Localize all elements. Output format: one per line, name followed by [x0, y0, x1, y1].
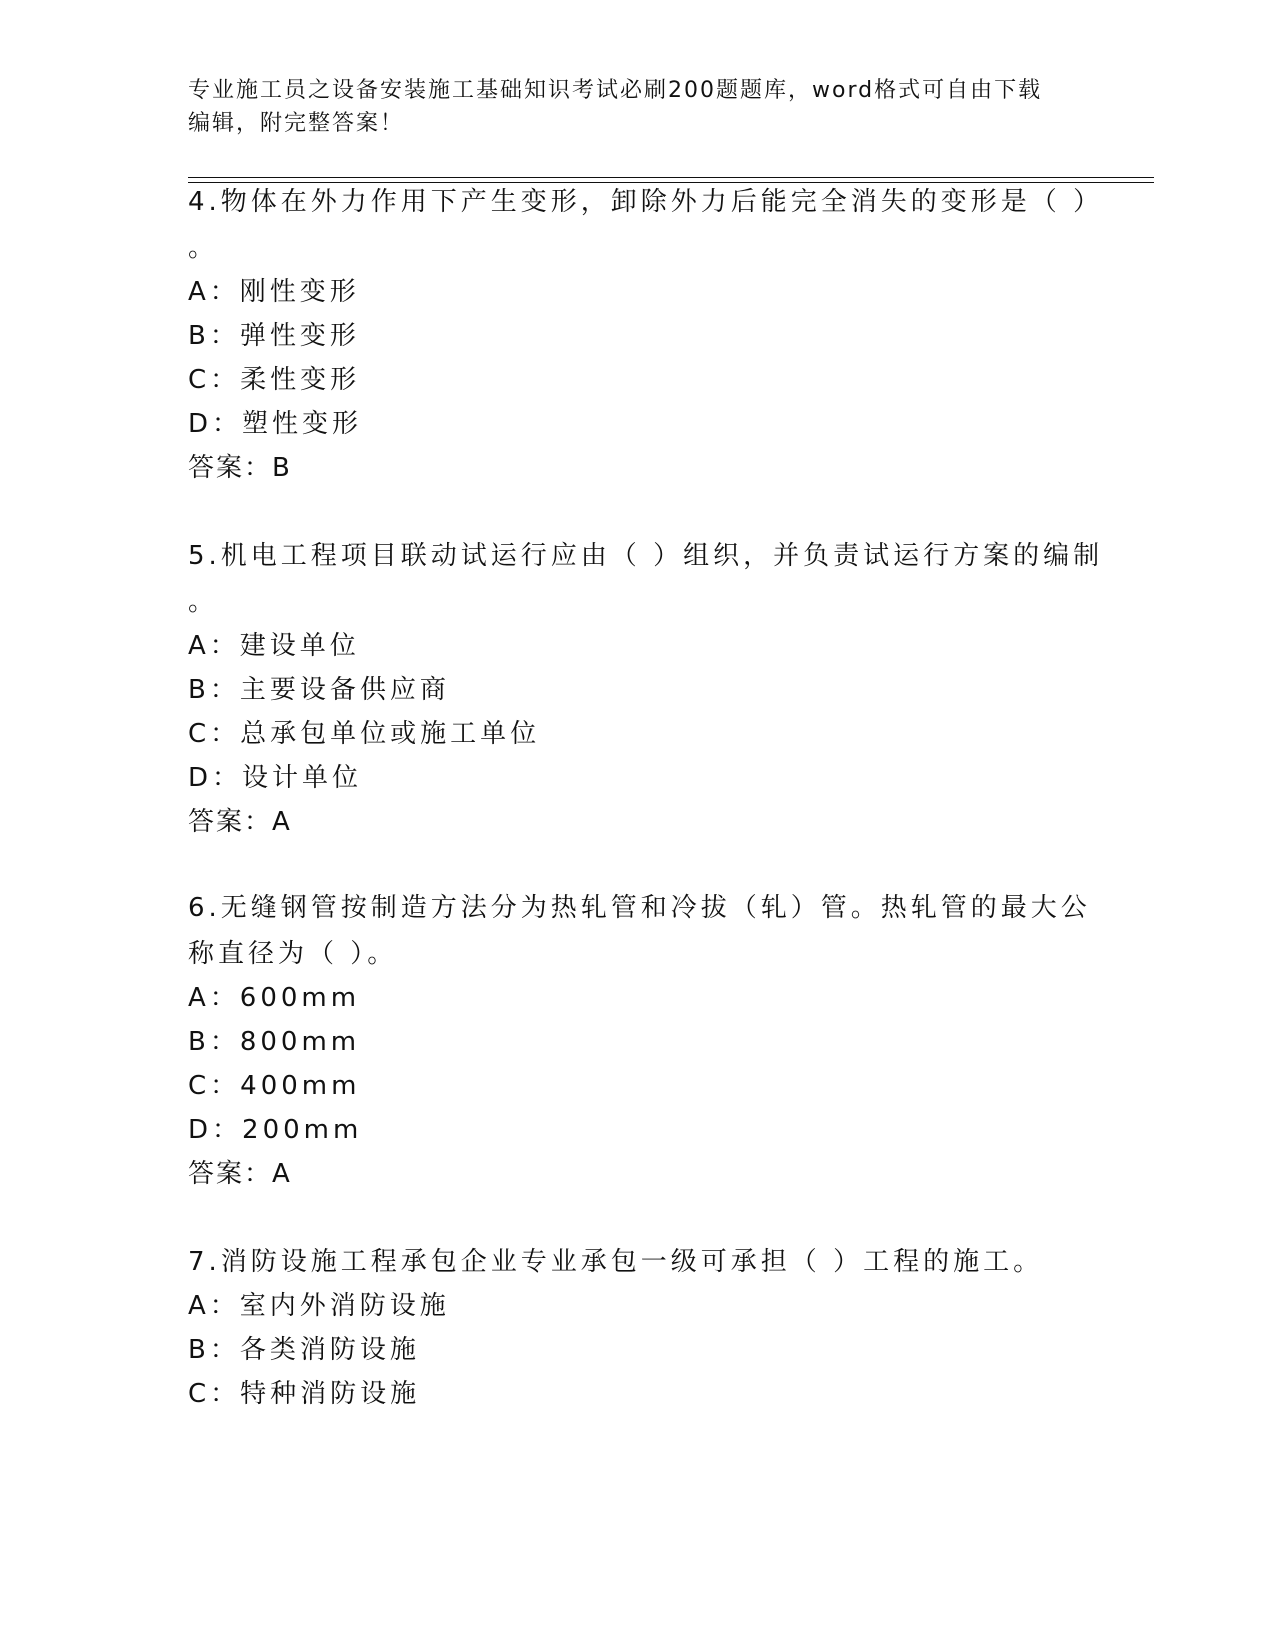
question-6-option-d: D：200mm	[188, 1115, 363, 1145]
question-4-option-d: D：塑性变形	[188, 409, 363, 439]
question-5-option-a: A：建设单位	[188, 631, 360, 661]
question-5-answer: 答案：A	[188, 807, 292, 837]
question-6-stem: 6.无缝钢管按制造方法分为热轧管和冷拔（轧）管。热轧管的最大公	[188, 893, 1091, 923]
question-5-stem-continued: 。	[188, 587, 219, 617]
question-5-option-b: B：主要设备供应商	[188, 675, 450, 705]
header-divider-bottom	[188, 182, 1154, 183]
question-6-option-b: B：800mm	[188, 1027, 361, 1057]
question-5-option-d: D：设计单位	[188, 763, 363, 793]
question-5-stem: 5.机电工程项目联动试运行应由（ ）组织，并负责试运行方案的编制	[188, 541, 1104, 571]
question-7-stem: 7.消防设施工程承包企业专业承包一级可承担（ ）工程的施工。	[188, 1247, 1044, 1277]
question-4-option-b: B：弹性变形	[188, 321, 360, 351]
question-4-option-c: C：柔性变形	[188, 365, 361, 395]
question-4-option-a: A：刚性变形	[188, 277, 360, 307]
header-line-1: 专业施工员之设备安装施工基础知识考试必刷200题题库，word格式可自由下载	[188, 78, 1043, 103]
question-6-option-a: A：600mm	[188, 983, 361, 1013]
question-4-stem: 4.物体在外力作用下产生变形，卸除外力后能完全消失的变形是（ ）	[188, 187, 1104, 217]
header-line-2: 编辑，附完整答案！	[188, 111, 405, 136]
header-divider-top	[188, 177, 1154, 178]
document-header	[188, 74, 1068, 140]
question-6-stem-continued: 称直径为（ ）。	[188, 939, 398, 969]
question-7-option-a: A：室内外消防设施	[188, 1291, 450, 1321]
question-6-answer: 答案：A	[188, 1159, 292, 1189]
question-4-answer: 答案：B	[188, 453, 292, 483]
question-4-stem-continued: 。	[188, 233, 219, 263]
question-7-option-c: C：特种消防设施	[188, 1379, 421, 1409]
question-7-option-b: B：各类消防设施	[188, 1335, 420, 1365]
question-6-option-c: C：400mm	[188, 1071, 361, 1101]
question-5-option-c: C：总承包单位或施工单位	[188, 719, 541, 749]
